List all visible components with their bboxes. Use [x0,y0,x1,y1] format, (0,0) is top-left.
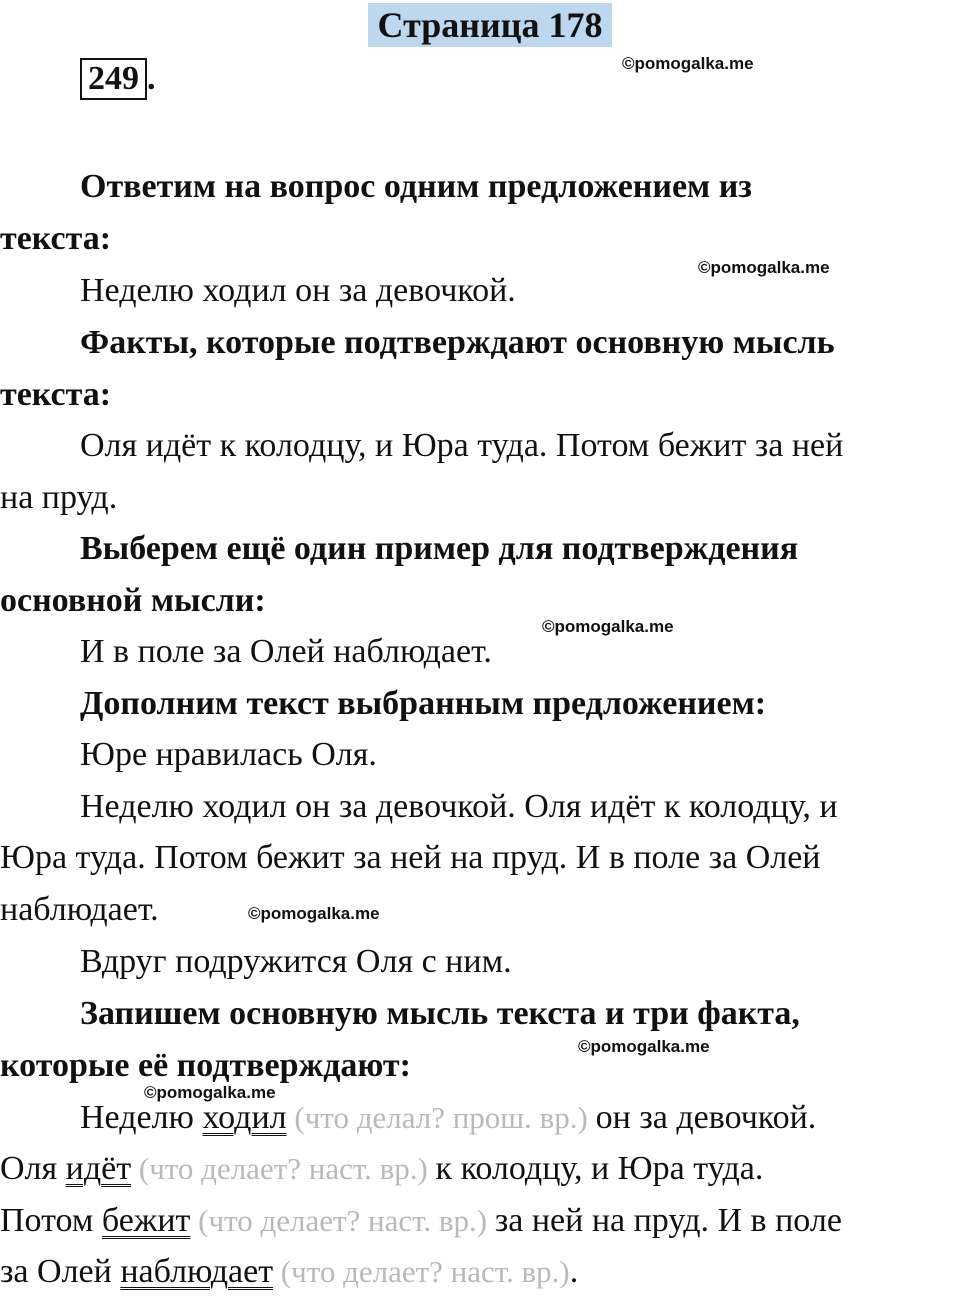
text: Оля [0,1150,66,1187]
story-line: Неделю ходил он за девочкой. Оля идёт к колодцу, и [80,788,838,825]
grammar-note: (что делает? наст. вр.) [190,1203,495,1238]
grammar-note: (что делает? наст. вр.) [273,1254,570,1289]
verb-underlined: наблюдает [120,1253,274,1290]
story-line: Юре нравилась Оля. [80,736,377,773]
heading-main-idea: Запишем основную мысль текста и три факта, [80,995,800,1032]
analysis-line [0,1195,960,1247]
text: за Олей [0,1253,121,1290]
story-line: Вдруг подружится Оля с ним. [80,943,512,980]
page-title: Страница 178 [368,3,612,47]
example-sentence: И в поле за Олей наблюдает. [80,633,492,670]
verb-underlined: бежит [101,1202,191,1239]
watermark: ©pomogalka.me [698,258,830,277]
text: за ней на пруд. И в поле [494,1202,842,1239]
task-number-box: 249 [80,58,147,100]
watermark: ©pomogalka.me [578,1037,710,1056]
text: он за девочкой. [595,1099,817,1136]
grammar-note: (что делал? прош. вр.) [286,1100,596,1135]
text: Неделю [80,1099,203,1136]
watermark: ©pomogalka.me [248,904,380,923]
analysis-line [0,1092,960,1144]
verb-underlined: идёт [65,1150,132,1187]
watermark: ©pomogalka.me [144,1083,276,1102]
heading-example: Выберем ещё один пример для подтверждения [80,530,799,567]
watermark: ©pomogalka.me [542,617,674,636]
text: . [569,1253,579,1290]
text: к колодцу, и Юра туда. [435,1150,764,1187]
analysis-line [0,1246,960,1298]
task-number-dot: . [147,60,156,97]
task-number [80,58,156,98]
heading-answer-question-cont: текста: [0,220,112,257]
heading-facts: Факты, которые подтверждают основную мысль [80,324,835,361]
heading-main-idea-cont: которые её подтверждают: [0,1047,411,1084]
answer-sentence: Неделю ходил он за девочкой. [80,272,516,309]
heading-complete-text: Дополним текст выбранным предложением: [80,685,767,722]
story-line: наблюдает. [0,891,159,928]
heading-answer-question: Ответим на вопрос одним предложением из [80,168,752,205]
facts-text: Оля идёт к колодцу, и Юра туда. Потом бежит за ней [80,427,844,464]
watermark: ©pomogalka.me [622,54,754,73]
story-line: Юра туда. Потом бежит за ней на пруд. И в поле за Олей [0,839,821,876]
heading-example-cont: основной мысли: [0,582,266,619]
verb-underlined: ходил [202,1099,287,1136]
heading-facts-cont: текста: [0,376,112,413]
facts-text-cont: на пруд. [0,479,118,516]
analysis-line [0,1143,960,1195]
text: Потом [0,1202,102,1239]
grammar-note: (что делает? наст. вр.) [131,1151,436,1186]
